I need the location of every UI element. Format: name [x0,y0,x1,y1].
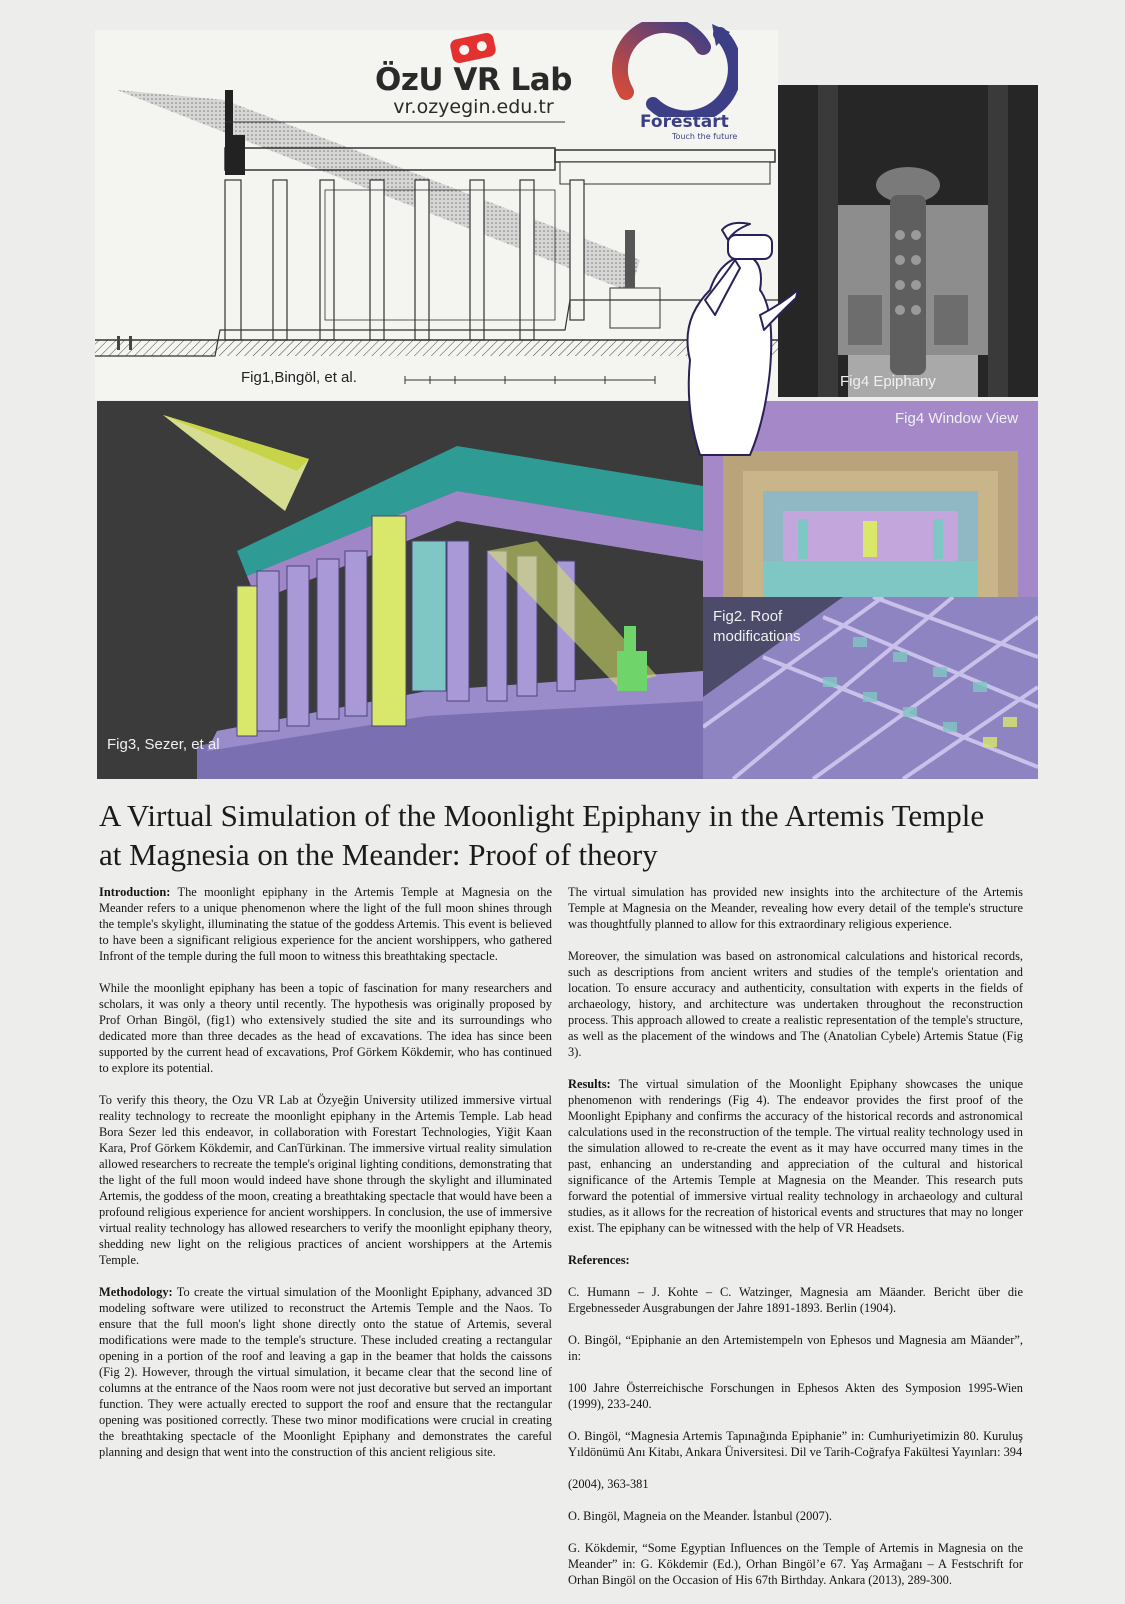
left-text-column [99,884,552,1476]
methodology-label: Methodology: [99,1285,173,1299]
fig3-caption: Fig3, Sezer, et al [107,736,220,753]
artemis-statue-illustration [778,85,1038,397]
temple-3d-illustration [97,401,703,779]
references-label: References: [568,1253,630,1267]
ozu-brand-name: ÖzU VR Lab [375,62,572,98]
results-label: Results: [568,1077,611,1091]
fig4-window-caption: Fig4 Window View [895,410,1019,427]
poster-title [99,796,1039,874]
vr-user-illustration [680,220,800,470]
fig2-roof-modifications-render [703,597,1038,779]
results-paragraph [568,1076,1023,1236]
results-text: The virtual simulation of the Moonlight Epiphany showcases the unique phenomenon with renderings (Fig 4). The endeavor provides the first proof of the Moonlight Epiphany and confirms the accuracy of the historical records and astronomical calculations used in the reconstruction of the temple. The virtual reality technology used in the simulation allowed to re-create the event as it may have occurred many times in the past, enhancing an understanding and appreciation of the cultural and historical significance of the Artemis Temple at Magnesia on the Meander. This research puts forward the potential of immersive virtual reality technology in archaeology and cultural studies, as it allows for the recreation of historical events and structures that may no longer exist. The epiphany can be witnessed with the help of VR Headsets. [568,1077,1023,1235]
reference-item: (2004), 363-381 [568,1477,649,1491]
theory-history-paragraph: While the moonlight epiphany has been a topic of fascination for many researchers and scholars, it was only a theory until recently. The hypothesis was originally proposed by Prof Orhan Bingöl, (fig1) who extensively studied the site and its surroundings who dedicated more than three decades as the head of excavations. The idea has since been supported by the current head of excavations, Prof Görkem Kökdemir, who has continued to explore its potential. [99,981,552,1075]
references-section [568,1252,1023,1588]
ozu-vr-lab-logo [375,36,572,118]
forestart-tagline: Touch the future [672,132,738,141]
reference-item: G. Kökdemir, “Some Egyptian Influences on the Temple of Artemis in Magnesia on the Meander” in: G. Kökdemir (Ed.), Orhan Bingöl’e 67. Yaş Armağanı – A Festschrift for Orhan Bingöl on the Occasion of His 67th Birthday. Ankara (2013), 289-300. [568,1541,1023,1587]
fig2-caption-line2: modifications [713,628,801,645]
methodology-text: To create the virtual simulation of the Moonlight Epiphany, advanced 3D modeling software were utilized to reconstruct the Artemis Temple and the Naos. To ensure that the full moon's light shone directly onto the statue of Artemis, several modifications were made to the temple's structure. These included creating a rectangular opening in a portion of the roof and leaving a gap in the beamer that holds the caissons (Fig 2). However, through the virtual simulation, it became clear that the second line of columns at the entrance of the Naos room were not just decorative but served an important function. They were actually erected to support the roof and ensure that the rectangular opening was positioned correctly. These two minor modifications were crucial in creating the breathtaking spectacle of the Moonlight Epiphany and demonstrates the careful planning and design that went into the construction of this ancient religious site. [99,1285,552,1459]
forestart-logo [608,22,738,142]
fig3-temple-3d-render [97,401,703,779]
fig2-caption-line1: Fig2. Roof [713,608,783,625]
forestart-name: Forestart [640,112,729,132]
reference-item: O. Bingöl, Magneia on the Meander. İstanbul (2007). [568,1509,832,1523]
reference-item: O. Bingöl, “Epiphanie an den Artemistempeln von Ephesos und Magnesia am Mäander”, in: [568,1333,1023,1363]
insights-paragraph: The virtual simulation has provided new insights into the architecture of the Artemis Temple at Magnesia on the Meander, revealing how every detail of the temple's structure was thoughtfully planned to allow for this extraordinary religious experience. [568,885,1023,931]
ozu-website: vr.ozyegin.edu.tr [393,96,554,118]
reference-item: 100 Jahre Österreichische Forschungen in Ephesos Akten des Symposion 1995-Wien (1999), 233-240. [568,1381,1023,1411]
poster-title-line1: A Virtual Simulation of the Moonlight Epiphany in the Artemis Temple [99,798,985,833]
introduction-text: The moonlight epiphany in the Artemis Temple at Magnesia on the Meander refers to a unique phenomenon where the light of the full moon shines through the temple's skylight, illuminating the statue of the goddess Artemis. This event is believed to have been a significant religious experience for the ancient worshippers, who gathered Infront of the temple during the full moon to witness this breathtaking spectacle. [99,885,552,963]
right-text-column [568,884,1023,1604]
fig4-caption: Fig4 Epiphany [840,373,936,390]
reference-item: C. Humann – J. Kohte – C. Watzinger, Magnesia am Mäander. Bericht über die Ergebnesseder Ausgrabungen der Jahre 1891-1893. Berlin (1904). [568,1285,1023,1315]
astronomical-basis-paragraph: Moreover, the simulation was based on astronomical calculations and historical records, such as descriptions from ancient writers and studies of the temple's orientation and location. To ensure accuracy and authenticity, consultation with experts in the fields of archaeology, history, and architecture was undertaken throughout the reconstruction process. This approach allowed to create a realistic representation of the temple's structure, as well as the placement of the windows and The (Anatolian Cybele) Artemis Statue (Fig 3). [568,949,1023,1059]
methodology-paragraph [99,1284,552,1460]
fig1-caption: Fig1,Bingöl, et al. [241,369,357,386]
introduction-paragraph [99,884,552,964]
reference-item: O. Bingöl, “Magnesia Artemis Tapınağında Epiphanie” in: Cumhuriyetimizin 80. Kuruluş Yıldönümü Anı Kitabı, Ankara Üniversitesi. Dil ve Tarih-Coğrafya Fakültesi Yayınları: 394 [568,1429,1023,1459]
forestart-swirl-icon [608,22,738,117]
fig4-epiphany-render [778,85,1038,397]
vr-headset-icon [449,32,497,65]
poster-title-line2: at Magnesia on the Meander: Proof of theory [99,837,658,872]
verification-paragraph: To verify this theory, the Ozu VR Lab at Özyeğin University utilized immersive virtual reality technology to recreate the moonlight epiphany in the Artemis Temple. Lab head Bora Sezer led this endeavor, in collaboration with Forestart Technologies, Yiğit Kaan Kara, Prof Görkem Kökdemir, and CanTürkinan. The immersive virtual reality simulation allowed researchers to recreate the temple's original lighting conditions, demonstrating that the light of the full moon would indeed have shone through the skylight and illuminated Artemis, the goddess of the moon, creating a breathtaking spectacle that would have been a profound religious experience for ancient worshippers. In conclusion, the use of immersive virtual reality technology has allowed researchers to verify the moonlight epiphany theory, shedding new light on the religious practices of ancient worshippers at the Artemis Temple. [99,1093,552,1267]
introduction-label: Introduction: [99,885,171,899]
